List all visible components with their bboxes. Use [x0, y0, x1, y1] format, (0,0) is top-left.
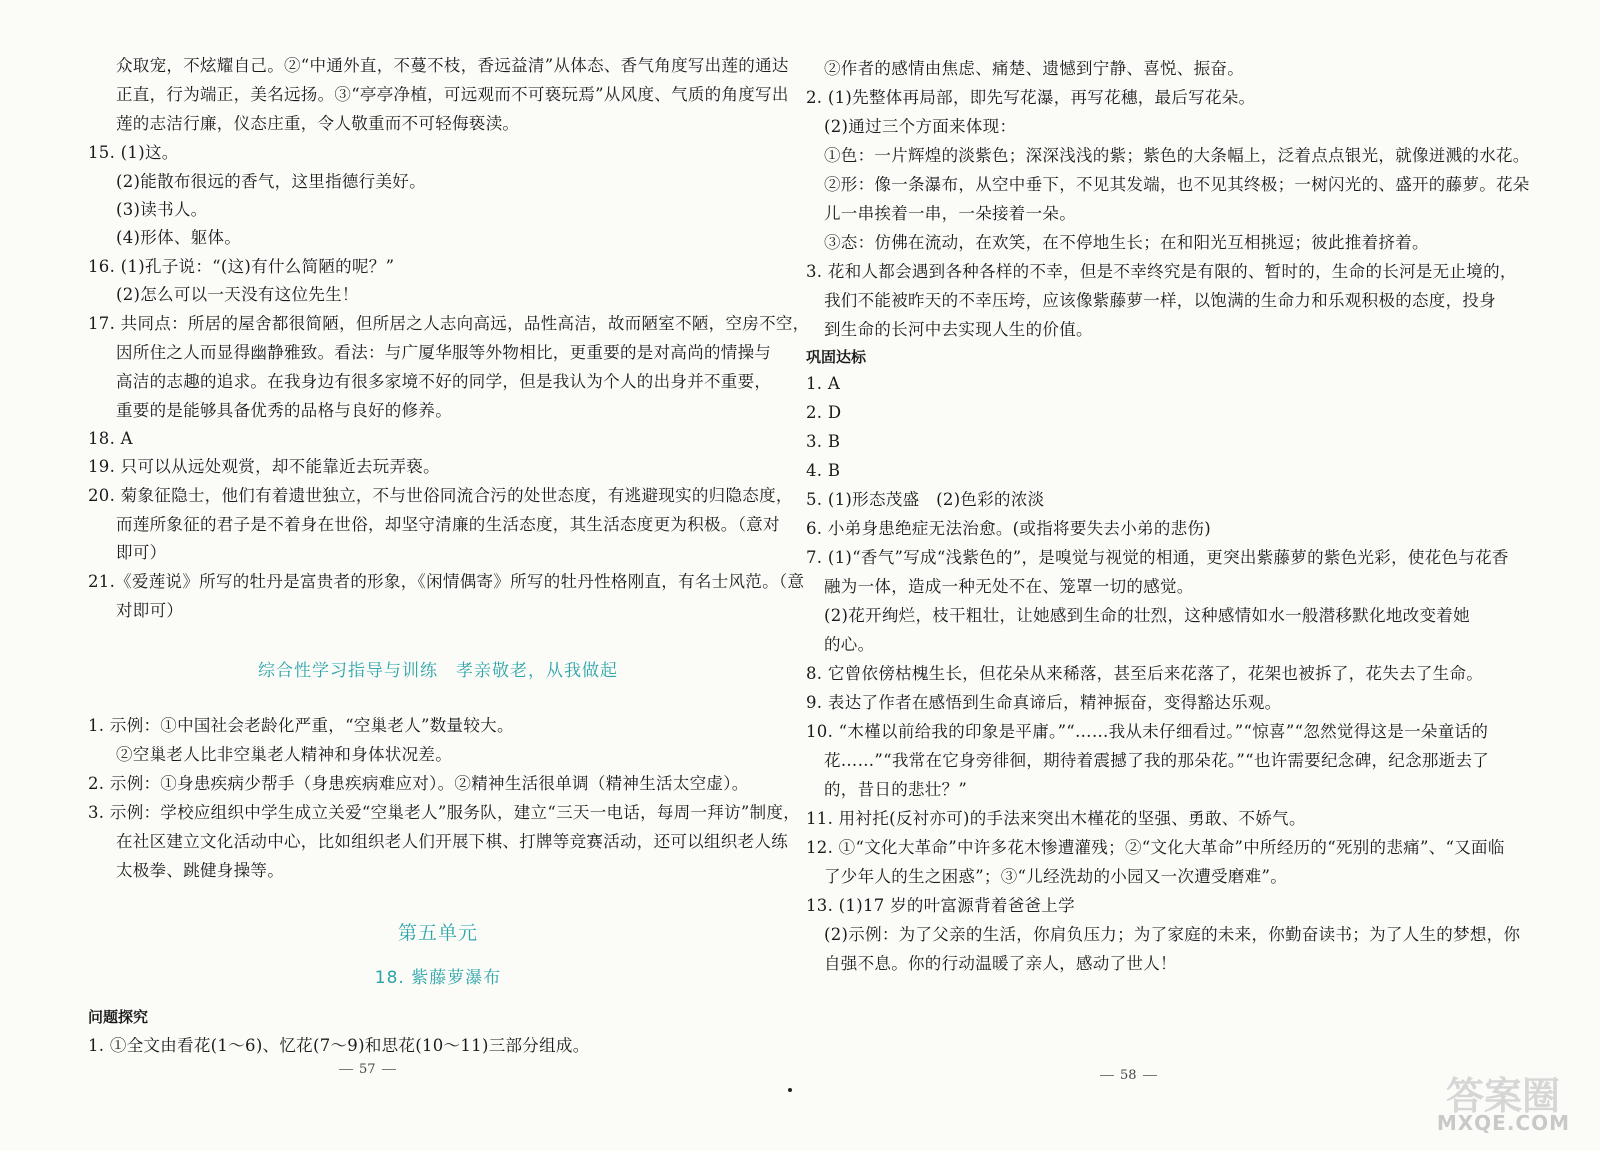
text-line: 正直，行为端正，美名远扬。③“亭亭净植，可远观而不可亵玩焉”从风度、气质的角度写出	[116, 85, 789, 104]
text-line: ①色：一片辉煌的淡紫色；深深浅浅的紫；紫色的大条幅上，泛着点点银光，就像迸溅的水花。	[824, 146, 1530, 165]
text-line: 在社区建立文化活动中心，比如组织老人们开展下棋、打牌等竞赛活动，还可以组织老人练	[116, 832, 788, 851]
text-line: ②形：像一条瀑布，从空中垂下，不见其发端，也不见其终极；一树闪光的、盛开的藤萝。花朵	[824, 175, 1530, 194]
text-line: 因所住之人而显得幽静雅致。看法：与广厦华服等外物相比，更重要的是对高尚的情操与	[116, 343, 772, 362]
text-line: 10. “木槿以前给我的印象是平庸。”“……我从未仔细看过。”“惊喜”“忽然觉得这是一朵童话的	[806, 722, 1489, 741]
text-line: 18. A	[88, 429, 133, 448]
watermark-logo: 答案圈	[1445, 1074, 1560, 1118]
text-line: 即可）	[116, 543, 167, 562]
text-line: (3)读书人。	[116, 200, 208, 219]
text-line: 1. A	[806, 374, 841, 393]
page-number: 57	[333, 1062, 402, 1077]
text-line: 13. (1)17 岁的叶富源背着爸爸上学	[806, 896, 1075, 915]
page-number: 58	[1094, 1068, 1163, 1083]
center-dot	[788, 1088, 792, 1092]
text-line: 了少年人的生之困惑”；③“儿经洗劫的小园又一次遭受磨难”。	[824, 867, 1288, 886]
text-line: 的心。	[824, 635, 875, 654]
watermark	[1436, 1065, 1570, 1135]
text-line: 儿一串挨着一串，一朵接着一朵。	[824, 204, 1076, 223]
text-line: 16. (1)孔子说：“(这)有什么简陋的呢？”	[88, 257, 395, 276]
left-page	[88, 0, 810, 1151]
text-line: 重要的是能够具备优秀的品格与良好的修养。	[116, 401, 452, 420]
text-line: 11. 用衬托(反衬亦可)的手法来突出木槿花的坚强、勇敢、不娇气。	[806, 809, 1306, 828]
text-line: 我们不能被昨天的不幸压垮，应该像紫藤萝一样，以饱满的生命力和乐观积极的态度，投身	[824, 291, 1496, 310]
text-line: ②空巢老人比非空巢老人精神和身体状况差。	[116, 745, 452, 764]
text-line: 8. 它曾依傍枯槐生长，但花朵从来稀落，甚至后来花落了，花架也被拆了，花失去了生命。	[806, 664, 1484, 683]
text-line: 融为一体，造成一种无处不在、笼罩一切的感觉。	[824, 577, 1194, 596]
text-line: 12. ①“文化大革命”中许多花木惨遭灌残；②“文化大革命”中所经历的“死别的悲痛”、“又面临	[806, 838, 1505, 857]
text-line: ③态：仿佛在流动，在欢笑，在不停地生长；在和阳光互相挑逗；彼此推着挤着。	[824, 233, 1429, 252]
text-line: 2. (1)先整体再局部，即先写花瀑，再写花穗，最后写花朵。	[806, 88, 1256, 107]
text-line: 15. (1)这。	[88, 143, 179, 162]
text-line: 9. 表达了作者在感悟到生命真谛后，精神振奋，变得豁达乐观。	[806, 693, 1282, 712]
text-line: 高洁的志趣的追求。在我身边有很多家境不好的同学，但是我认为个人的出身并不重要，	[116, 372, 772, 391]
text-line: (4)形体、躯体。	[116, 228, 242, 247]
text-line: 20. 菊象征隐士，他们有着遗世独立，不与世俗同流合污的处世态度，有逃避现实的归隐态度，	[88, 486, 793, 505]
text-line: 3. B	[806, 432, 841, 451]
text-line: 3. 示例：学校应组织中学生成立关爱“空巢老人”服务队，建立“三天一电话，每周一拜访”制度，	[88, 803, 801, 822]
text-line: 的，昔日的悲壮？”	[824, 780, 968, 799]
text-line: 21.《爱莲说》所写的牡丹是富贵者的形象，《闲情偶寄》所写的牡丹性格刚直，有名士风范。（意	[88, 572, 805, 591]
text-line: (2)通过三个方面来体现：	[824, 117, 1017, 136]
text-line: (2)怎么可以一天没有这位先生！	[116, 285, 359, 304]
text-line: 7. (1)“香气”写成“浅紫色的”，是嗅觉与视觉的相通，更突出紫藤萝的紫色光彩，使花色与花香	[806, 548, 1509, 567]
text-line: 17. 共同点：所居的屋舍都很简陋，但所居之人志向高远，品性高洁，故而陋室不陋，空房不空，	[88, 314, 810, 333]
text-line: 5. (1)形态茂盛 (2)色彩的浓淡	[806, 490, 1045, 509]
text-line: (2)能散布很远的香气，这里指德行美好。	[116, 172, 426, 191]
section-title: 综合性学习指导与训练 孝亲敬老，从我做起	[258, 661, 618, 681]
text-line: 4. B	[806, 461, 841, 480]
text-line: 3. 花和人都会遇到各种各样的不幸，但是不幸终究是有限的、暂时的，生命的长河是无止境的，	[806, 262, 1517, 281]
text-line: 对即可）	[116, 601, 184, 620]
subhead-wenti-tanjiu: 问题探究	[88, 1008, 149, 1026]
text-line: (2)示例：为了父亲的生活，你肩负压力；为了家庭的未来，你勤奋读书；为了人生的梦想，你	[824, 925, 1521, 944]
text-line: 花……”“我常在它身旁徘徊，期待着震撼了我的那朵花。”“也许需要纪念碑，纪念那逝去了	[824, 751, 1490, 770]
text-line: 众取宠，不炫耀自己。②“中通外直，不蔓不枝，香远益清”从体态、香气角度写出莲的通达	[116, 56, 789, 75]
watermark-site: MXQE.COM	[1436, 1111, 1570, 1135]
lesson-title: 18. 紫藤萝瀑布	[374, 968, 502, 988]
text-line: 19. 只可以从远处观赏，却不能靠近去玩弄亵。	[88, 457, 440, 476]
subhead-gonggu-dabiao: 巩固达标	[806, 348, 867, 366]
right-page	[806, 0, 1530, 1151]
unit-title: 第五单元	[397, 922, 478, 944]
text-line: 而莲所象征的君子是不着身在世俗，却坚守清廉的生活态度，其生活态度更为积极。（意对	[116, 515, 780, 534]
text-line: 太极拳、跳健身操等。	[116, 861, 284, 880]
text-line: 2. D	[806, 403, 842, 422]
text-line: (2)花开绚烂，枝干粗壮，让她感到生命的壮烈，这种感情如水一般潜移默化地改变着她	[824, 606, 1470, 625]
text-line: 2. 示例：①身患疾病少帮手（身患疾病难应对）。②精神生活很单调（精神生活太空虚）。	[88, 774, 749, 793]
text-line: 自强不息。你的行动温暖了亲人，感动了世人！	[824, 954, 1177, 973]
text-line: ②作者的感情由焦虑、痛楚、遗憾到宁静、喜悦、振奋。	[824, 59, 1244, 78]
text-line: 6. 小弟身患绝症无法治愈。(或指将要失去小弟的悲伤)	[806, 519, 1211, 538]
text-line: 到生命的长河中去实现人生的价值。	[824, 320, 1093, 339]
text-line: 莲的志洁行廉，仪态庄重，令人敬重而不可轻侮亵渎。	[116, 114, 520, 133]
text-line: 1. ①全文由看花(1～6)、忆花(7～9)和思花(10～11)三部分组成。	[88, 1036, 590, 1055]
text-line: 1. 示例：①中国社会老龄化严重，“空巢老人”数量较大。	[88, 716, 514, 735]
